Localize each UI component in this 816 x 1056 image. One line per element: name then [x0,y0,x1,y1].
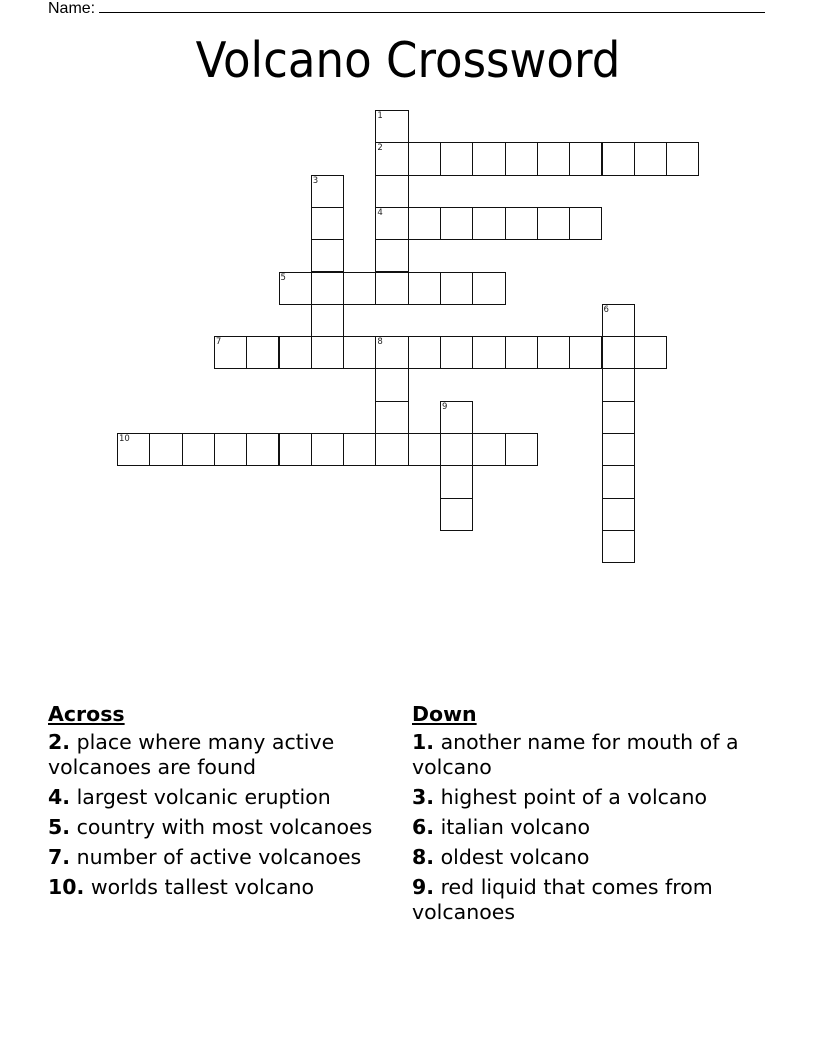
cell-number: 5 [280,272,286,283]
grid-cell[interactable] [375,272,408,305]
down-heading: Down [412,702,477,726]
cell-number: 6 [603,304,609,315]
clue-text: another name for mouth of a volcano [412,730,739,779]
grid-cell[interactable] [440,498,473,531]
clue-text: red liquid that comes from volcanoes [412,875,713,924]
grid-cell[interactable] [602,401,635,434]
grid-cell[interactable] [634,336,667,369]
grid-cell[interactable] [375,175,408,208]
name-label: Name: [48,0,96,17]
grid-cell[interactable] [602,368,635,401]
grid-cell[interactable] [311,239,344,272]
grid-cell[interactable] [408,433,441,466]
grid-cell[interactable] [440,207,473,240]
grid-cell[interactable] [246,336,279,369]
grid-cell[interactable] [375,368,408,401]
clue-across-7 [48,845,388,870]
grid-cell[interactable] [569,336,602,369]
grid-cell[interactable] [408,207,441,240]
grid-cell[interactable] [472,433,505,466]
cell-number: 8 [377,337,383,348]
across-heading: Across [48,702,125,726]
grid-cell[interactable] [311,433,344,466]
grid-cell[interactable] [505,142,538,175]
grid-cell[interactable] [279,433,312,466]
grid-cell[interactable] [440,272,473,305]
grid-cell[interactable] [375,207,408,240]
clue-number: 1. [412,730,435,754]
grid-cell[interactable] [375,142,408,175]
clue-number: 3. [412,785,435,809]
grid-cell[interactable] [375,336,408,369]
clue-down-8 [412,845,762,870]
grid-cell[interactable] [279,336,312,369]
grid-cell[interactable] [505,207,538,240]
grid-cell[interactable] [440,401,473,434]
grid-cell[interactable] [311,272,344,305]
cell-number: 4 [377,207,383,218]
across-clues [48,702,388,905]
grid-cell[interactable] [343,336,376,369]
grid-cell[interactable] [246,433,279,466]
grid-cell[interactable] [440,465,473,498]
clue-number: 7. [48,845,71,869]
page-title: Volcano Crossword [195,32,621,89]
cell-number: 2 [377,143,383,154]
grid-cell[interactable] [375,110,408,143]
grid-cell[interactable] [537,207,570,240]
grid-cell[interactable] [602,530,635,563]
cell-number: 1 [377,111,383,121]
grid-cell[interactable] [343,272,376,305]
clue-down-6 [412,815,762,840]
grid-cell[interactable] [472,207,505,240]
grid-cell[interactable] [182,433,215,466]
grid-cell[interactable] [537,336,570,369]
cell-number: 9 [442,401,448,412]
clue-across-4 [48,785,388,810]
grid-cell[interactable] [279,272,312,305]
clue-text: italian volcano [434,815,591,839]
grid-cell[interactable] [537,142,570,175]
clue-across-10 [48,875,388,900]
grid-cell[interactable] [602,304,635,337]
clue-down-3 [412,785,762,810]
clue-text: number of active volcanoes [70,845,362,869]
grid-cell[interactable] [408,142,441,175]
grid-cell[interactable] [505,433,538,466]
grid-cell[interactable] [666,142,699,175]
clue-down-9 [412,875,762,925]
clue-text: worlds tallest volcano [84,875,315,899]
clue-across-5 [48,815,388,840]
grid-cell[interactable] [375,239,408,272]
grid-cell[interactable] [602,433,635,466]
cell-number: 3 [312,175,319,186]
clue-number: 9. [412,875,435,899]
grid-cell[interactable] [602,142,635,175]
clue-text: largest volcanic eruption [70,785,331,809]
clue-across-2 [48,730,388,780]
grid-cell[interactable] [472,336,505,369]
grid-cell[interactable] [408,336,441,369]
grid-cell[interactable] [375,401,408,434]
grid-cell[interactable] [440,336,473,369]
cell-number: 7 [215,337,222,348]
clue-down-1 [412,730,762,780]
grid-cell[interactable] [569,207,602,240]
grid-cell[interactable] [214,336,247,369]
grid-cell[interactable] [117,433,150,466]
grid-cell[interactable] [311,304,344,337]
grid-cell[interactable] [602,498,635,531]
clue-number: 10. [48,875,85,899]
grid-cell[interactable] [214,433,247,466]
grid-cell[interactable] [311,336,344,369]
clue-text: country with most volcanoes [70,815,373,839]
clue-text: highest point of a volcano [434,785,708,809]
grid-cell[interactable] [408,272,441,305]
clue-text: oldest volcano [434,845,590,869]
grid-cell[interactable] [602,465,635,498]
grid-cell[interactable] [375,433,408,466]
clue-number: 8. [412,845,435,869]
clue-number: 2. [48,730,71,754]
grid-cell[interactable] [505,336,538,369]
grid-cell[interactable] [602,336,635,369]
clue-text: place where many active volcanoes are found [48,730,335,779]
grid-cell[interactable] [569,142,602,175]
grid-cell[interactable] [472,272,505,305]
clue-number: 5. [48,815,71,839]
grid-cell[interactable] [343,433,376,466]
grid-cell[interactable] [472,142,505,175]
grid-cell[interactable] [634,142,667,175]
clue-number: 6. [412,815,435,839]
grid-cell[interactable] [440,433,473,466]
clue-number: 4. [48,785,71,809]
grid-cell[interactable] [440,142,473,175]
grid-cell[interactable] [311,207,344,240]
down-clues [412,702,762,930]
grid-cell[interactable] [311,175,344,208]
grid-cell[interactable] [149,433,182,466]
cell-number: 10 [119,434,130,444]
